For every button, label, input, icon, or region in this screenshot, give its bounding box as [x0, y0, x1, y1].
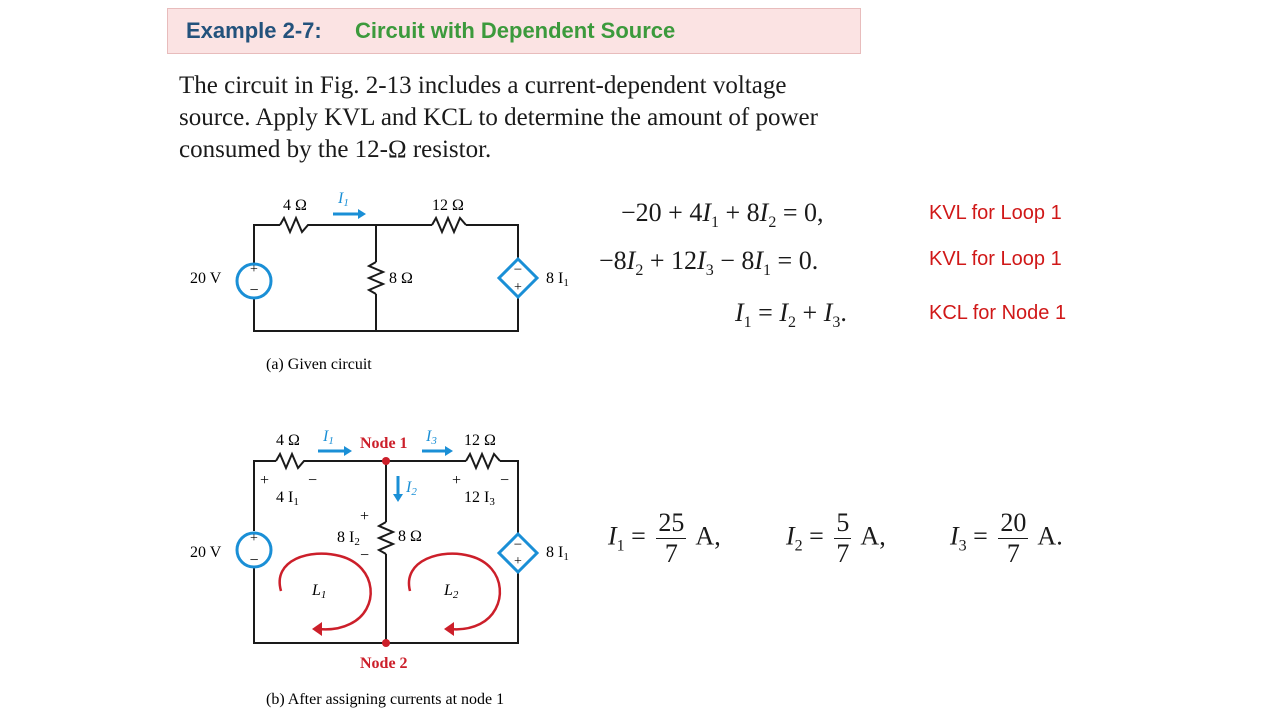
equation-kvl-1: $-20 + 4I_1 + 8I_2 = 0$,: [621, 198, 824, 232]
equation-note: KVL for Loop 1: [929, 202, 1062, 224]
resistor-12-ohm: [466, 454, 500, 468]
vr2-label: 12 I3: [464, 489, 495, 508]
equation-kcl: $I_1 = I_2 + I_3$.: [735, 298, 847, 332]
node-2-label: Node 2: [360, 655, 408, 672]
r2-label: 12 Ω: [464, 432, 496, 449]
dep-plus: +: [514, 280, 522, 295]
equation-note: KVL for Loop 1: [929, 248, 1062, 270]
source-plus: +: [250, 531, 258, 546]
r1-label: 4 Ω: [283, 197, 307, 214]
vr3-minus: −: [360, 547, 370, 564]
r3-label: 8 Ω: [398, 528, 422, 545]
equation-kvl-2: $-8I_2 + 12I_3 - 8I_1 = 0$.: [599, 246, 819, 280]
source-plus: +: [250, 262, 258, 277]
problem-line: source. Apply KVL and KCL to determine the amount of power: [179, 104, 818, 131]
dep-source-label: 8 I1: [546, 270, 569, 289]
loop-2-label: L2: [444, 582, 459, 601]
source-minus: −: [249, 552, 259, 569]
source-minus: −: [249, 282, 259, 299]
vr1-plus: +: [260, 472, 270, 489]
r2-label: 12 Ω: [432, 197, 464, 214]
example-title: Circuit with Dependent Source: [355, 18, 676, 43]
problem-line: The circuit in Fig. 2-13 includes a current-dependent voltage: [179, 72, 787, 99]
current-i1-label: I1: [338, 190, 349, 209]
vr2-minus: −: [500, 472, 510, 489]
r1-label: 4 Ω: [276, 432, 300, 449]
current-i2-label: I2: [406, 479, 417, 498]
source-label: 20 V: [190, 544, 222, 561]
dep-source-label: 8 I1: [546, 544, 569, 563]
solution-i1: $I_1$ = $\frac{25}{7}$ A,: [608, 508, 721, 568]
node-1-dot: [382, 457, 390, 465]
dep-plus: +: [514, 554, 522, 569]
current-i1-label: I1: [323, 428, 334, 447]
caption-b: (b) After assigning currents at node 1: [266, 691, 505, 708]
node-1-label: Node 1: [360, 435, 408, 452]
source-label: 20 V: [190, 270, 222, 287]
node-2-dot: [382, 639, 390, 647]
vr1-minus: −: [308, 472, 318, 489]
r3-label: 8 Ω: [389, 270, 413, 287]
solution-i2: $I_2$ = $\frac{5}{7}$ A,: [786, 508, 886, 568]
dep-minus: −: [513, 537, 523, 553]
problem-line: consumed by the 12-Ω resistor.: [179, 136, 492, 163]
vr3-label: 8 I2: [337, 529, 360, 548]
vr3-plus: +: [360, 508, 370, 525]
example-label: Example 2-7:: [186, 18, 322, 43]
loop-1-label: L1: [312, 582, 327, 601]
vr1-label: 4 I1: [276, 489, 299, 508]
solution-i3: $I_3$ = $\frac{20}{7}$ A.: [950, 508, 1063, 568]
current-i3-label: I3: [426, 428, 437, 447]
resistor-8-ohm: [379, 522, 393, 554]
caption-a: (a) Given circuit: [266, 356, 372, 373]
resistor-4-ohm: [276, 454, 308, 468]
dep-minus: −: [513, 262, 523, 278]
vr2-plus: +: [452, 472, 462, 489]
equation-note: KCL for Node 1: [929, 302, 1067, 324]
